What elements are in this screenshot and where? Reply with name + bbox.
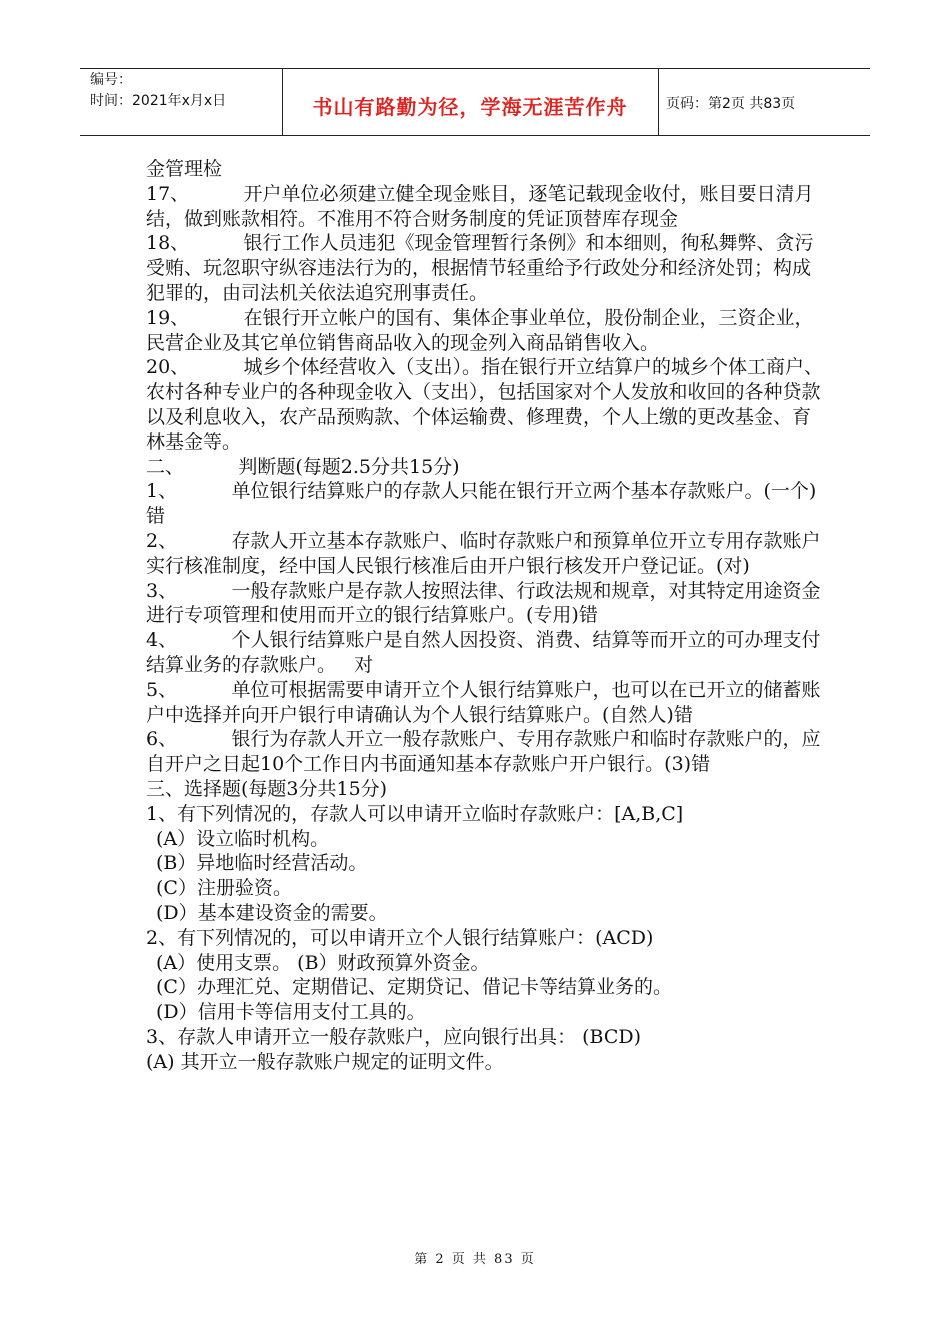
option-line: (B）异地临时经营活动。 — [156, 852, 368, 875]
header-bottom-border — [80, 135, 870, 136]
paragraph: 20、 城乡个体经营收入（支出）。指在银行开立结算户的城乡个体工商户、农村各种专业户的各种现金收入（支出），包括国家对个人发放和收回的各种贷款以及利息收入，农产品预购款、个体运输费、修理费，个人上缴的更改基金、育林基金等。 — [146, 356, 824, 453]
header-top-border — [80, 68, 870, 69]
paragraph: 2、 存款人开立基本存款账户、临时存款账户和预算单位开立专用存款账户实行核准制度，经中国人民银行核准后由开户银行核发开户登记证。(对) — [146, 529, 821, 577]
paragraph: 19、 在银行开立帐户的国有、集体企事业单位，股份制企业，三资企业，民营企业及其它单位销售商品收入的现金列入商品销售收入。 — [146, 306, 814, 354]
option-line: (A）使用支票。 (B）财政预算外资金。 — [156, 951, 490, 974]
paragraph: 1、有下列情况的，存款人可以申请开立临时存款账户：[A,B,C] — [146, 802, 684, 825]
paragraph: 3、存款人申请开立一般存款账户，应向银行出具： (BCD) — [146, 1025, 642, 1048]
option-line: (D）基本建设资金的需要。 — [156, 901, 388, 924]
paragraph: 17、 开户单位必须建立健全现金账目，逐笔记载现金收付，账目要日清月结，做到账款相符。不准用不符合财务制度的凭证顶替库存现金 — [146, 182, 814, 230]
header-page-label: 页码：第2页 共83页 — [666, 96, 796, 112]
paragraph: 5、 单位可根据需要申请开立个人银行结算账户，也可以在已开立的储蓄账户中选择并向开户银行申请确认为个人银行结算账户。(自然人)错 — [146, 678, 821, 726]
document-body — [146, 157, 829, 1074]
page-footer: 第 2 页 共 83 页 — [414, 1252, 536, 1267]
option-line: (C）注册验资。 — [156, 877, 292, 900]
doc-number-label: 编号： — [90, 72, 132, 88]
paragraph: 4、 个人银行结算账户是自然人因投资、消费、结算等而开立的可办理支付结算业务的存款账户。 对 — [146, 629, 821, 676]
paragraph: 2、有下列情况的，可以申请开立个人银行结算账户：(ACD) — [146, 926, 654, 949]
time-label: 时间：2021年x月x日 — [90, 93, 227, 109]
header-motto: 书山有路勤为径，学海无涯苦作舟 — [312, 95, 628, 119]
option-line: (A) 其开立一般存款账户规定的证明文件。 — [146, 1050, 504, 1073]
paragraph: 三、选择题(每题3分共15分) — [146, 777, 388, 800]
paragraph: 6、 银行为存款人开立一般存款账户、专用存款账户和临时存款账户的，应自开户之日起10个工作日内书面通知基本存款账户开户银行。(3)错 — [146, 728, 821, 776]
paragraph: 金管理检 — [146, 158, 223, 180]
option-line: (A）设立临时机构。 — [156, 827, 330, 850]
paragraph: 18、 银行工作人员违犯《现金管理暂行条例》和本细则，徇私舞弊、贪污受贿、玩忽职守纵容违法行为的，根据情节轻重给予行政处分和经济处罚；构成犯罪的，由司法机关依法追究刑事责任。 — [146, 232, 814, 304]
paragraph: 1、 单位银行结算账户的存款人只能在银行开立两个基本存款账户。(一个) 错 — [146, 480, 829, 528]
option-line: (D）信用卡等信用支付工具的。 — [156, 1001, 426, 1024]
header-meta — [90, 70, 226, 112]
header-divider-right — [658, 68, 659, 135]
paragraph: 3、 一般存款账户是存款人按照法律、行政法规和规章，对其特定用途资金进行专项管理和使用而开立的银行结算账户。(专用)错 — [146, 579, 821, 627]
option-line: (C）办理汇兑、定期借记、定期贷记、借记卡等结算业务的。 — [156, 976, 672, 999]
paragraph: 二、 判断题(每题2.5分共15分) — [146, 455, 460, 478]
